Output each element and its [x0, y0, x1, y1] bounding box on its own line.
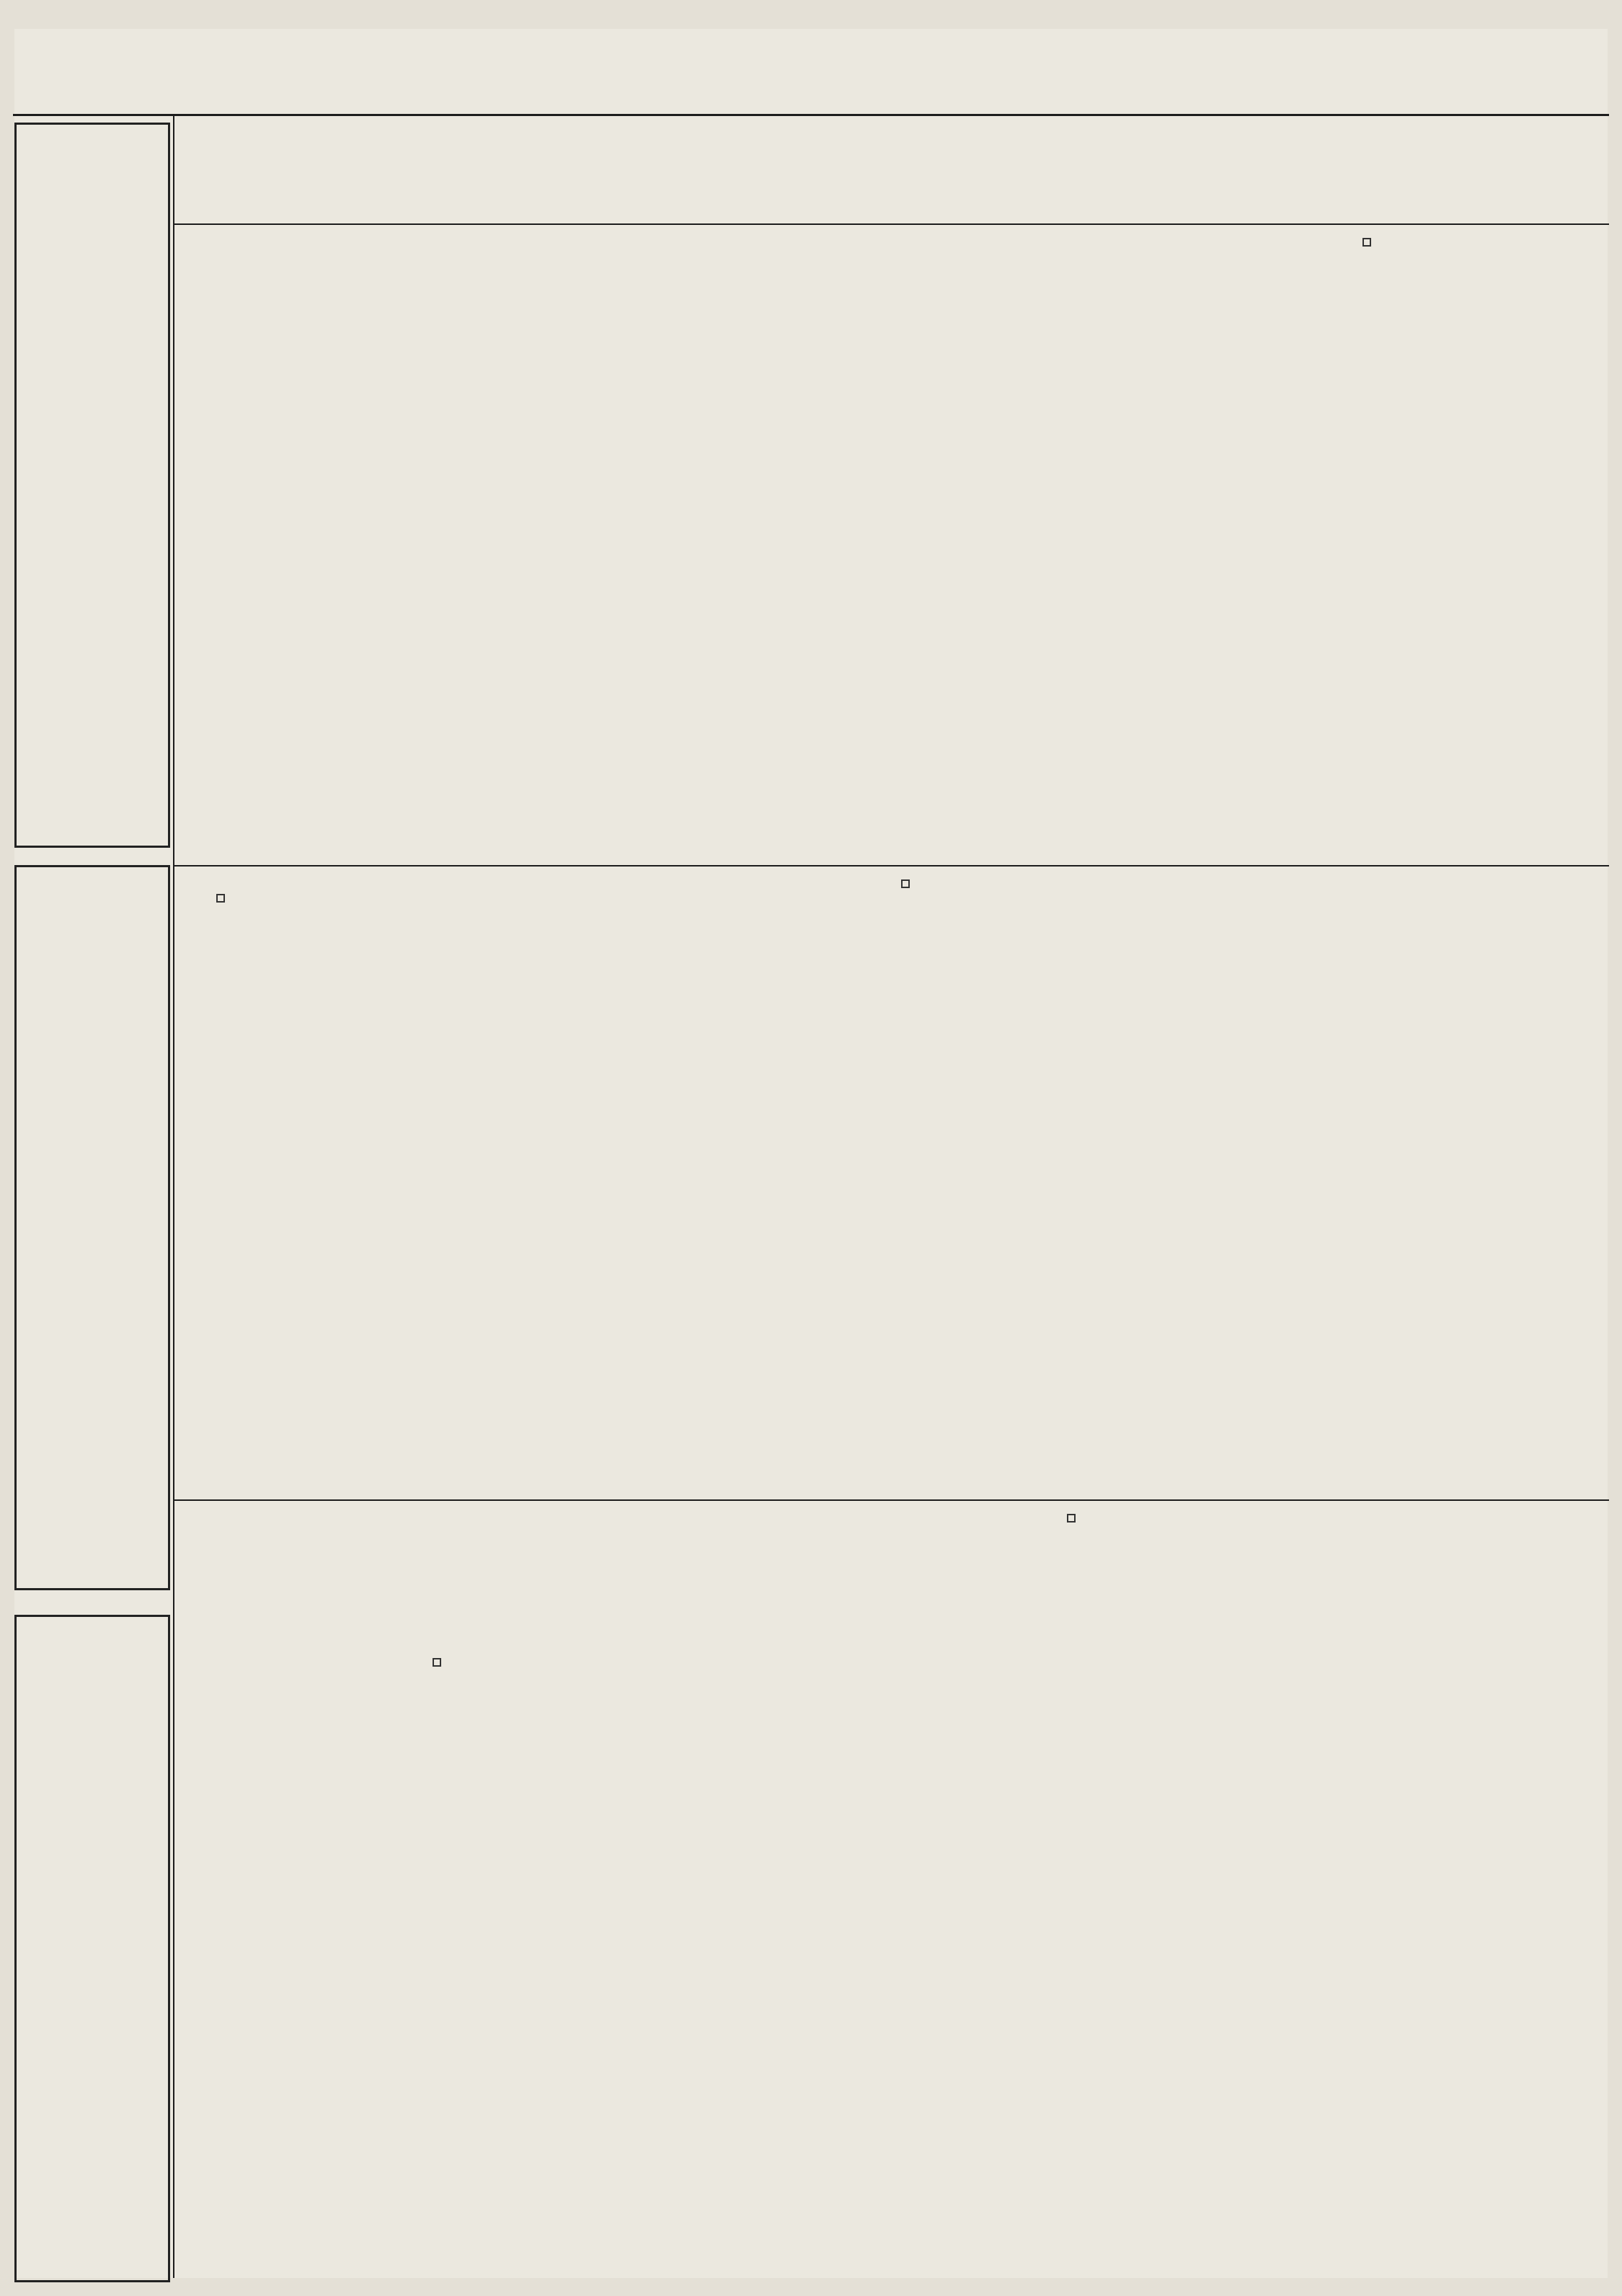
article-byline-essay — [433, 1658, 441, 1667]
article-body-education — [793, 1514, 1052, 2271]
masthead — [13, 42, 1609, 116]
article-body-tongguan — [649, 872, 887, 1492]
divider — [13, 114, 1609, 116]
ad-box-opportunity — [14, 1615, 170, 2282]
article-byline-phonetic — [216, 894, 225, 903]
divider — [173, 223, 1609, 225]
banner-advertisement — [180, 115, 1276, 223]
article-body-liuyang — [1117, 231, 1348, 851]
banner-right-notice — [1009, 115, 1262, 223]
article-byline-tongguan — [901, 879, 910, 888]
divider — [173, 865, 1609, 866]
ad-box-factory — [14, 123, 170, 848]
divider — [173, 115, 174, 2278]
divider — [173, 1499, 1609, 1501]
ad-box-doctor — [14, 865, 170, 1590]
article-byline-liuyang — [1362, 238, 1371, 247]
article-byline-education — [1067, 1514, 1076, 1522]
banner-left-notice — [180, 115, 396, 223]
